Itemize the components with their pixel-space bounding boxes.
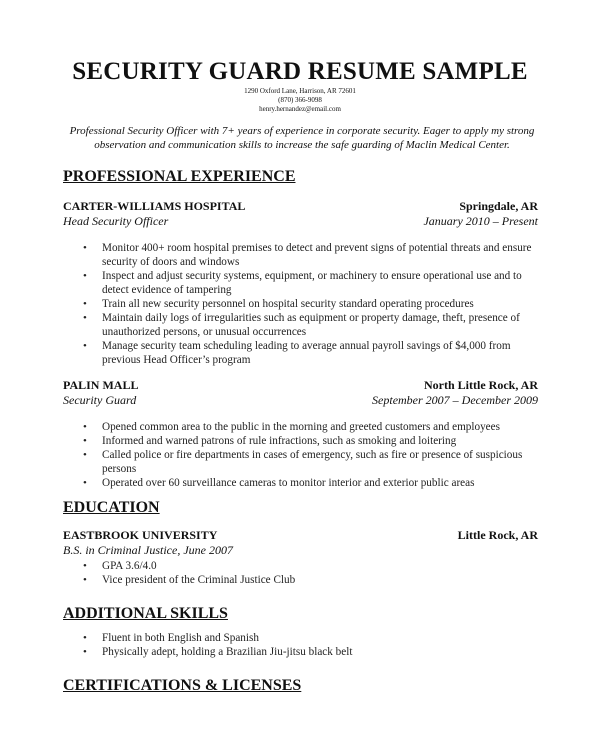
job-dates: January 2010 – Present — [423, 214, 538, 228]
list-item: • Physically adept, holding a Brazilian Jiu-jitsu black belt — [83, 645, 540, 659]
list-item: • Monitor 400+ room hospital premises to detect and prevent signs of potential threats and ensure security of doors and windows — [83, 241, 540, 269]
list-item: • Inspect and adjust security systems, equipment, or machinery to ensure operational use and to detect evidence of tampering — [83, 269, 540, 297]
job-subheader — [63, 214, 538, 229]
list-item: • Train all new security personnel on hospital security standard operating procedures — [83, 297, 540, 311]
employer-name: CARTER-WILLIAMS HOSPITAL — [63, 199, 246, 213]
job-duties-list — [83, 420, 540, 490]
skills-list — [83, 631, 540, 659]
degree: B.S. in Criminal Justice, June 2007 — [63, 543, 233, 557]
list-item: • Manage security team scheduling leading to average annual payroll savings of $4,000 from previous Head Officer’s program — [83, 339, 540, 367]
list-item: • Fluent in both English and Spanish — [83, 631, 540, 645]
job-subheader — [63, 393, 538, 408]
list-item: • Vice president of the Criminal Justice Club — [83, 573, 540, 587]
list-item: • Maintain daily logs of irregularities such as equipment or property damage, theft, presence of unauthorized persons, or unusual occurrences — [83, 311, 540, 339]
contact-phone: (870) 366-9098 — [278, 96, 322, 104]
section-heading-experience: PROFESSIONAL EXPERIENCE — [63, 168, 296, 185]
job-dates: September 2007 – December 2009 — [372, 393, 538, 407]
job-header — [63, 378, 538, 393]
list-item: • Called police or fire departments in cases of emergency, such as fire or presence of suspicious persons — [83, 448, 540, 476]
list-item: • Informed and warned patrons of rule infractions, such as smoking and loitering — [83, 434, 540, 448]
list-item: • GPA 3.6/4.0 — [83, 559, 540, 573]
job-duties-list — [83, 241, 540, 367]
list-item: • Opened common area to the public in the morning and greeted customers and employees — [83, 420, 540, 434]
job-role: Head Security Officer — [63, 214, 169, 228]
resume-title: SECURITY GUARD RESUME SAMPLE — [72, 58, 528, 85]
school-name: EASTBROOK UNIVERSITY — [63, 528, 218, 542]
section-heading-certifications: CERTIFICATIONS & LICENSES — [63, 677, 302, 694]
contact-email: henry.hernandez@email.com — [259, 105, 341, 113]
contact-address: 1290 Oxford Lane, Harrison, AR 72601 — [244, 87, 356, 95]
job-header — [63, 199, 538, 214]
section-heading-education: EDUCATION — [63, 499, 160, 516]
job-location: Springdale, AR — [459, 199, 538, 213]
education-subheader — [63, 543, 538, 558]
education-details-list — [83, 559, 540, 587]
school-location: Little Rock, AR — [457, 528, 538, 542]
education-header — [63, 528, 538, 543]
section-heading-skills: ADDITIONAL SKILLS — [63, 605, 228, 622]
list-item: • Operated over 60 surveillance cameras to monitor interior and exterior public areas — [83, 476, 540, 490]
job-role: Security Guard — [63, 393, 137, 407]
professional-summary: Professional Security Officer with 7+ years of experience in corporate security. Eager to apply my strong observation and communication skills to increase the safe guarding of Maclin Medical Center. — [69, 125, 535, 151]
employer-name: PALIN MALL — [63, 378, 139, 392]
job-location: North Little Rock, AR — [424, 378, 538, 392]
